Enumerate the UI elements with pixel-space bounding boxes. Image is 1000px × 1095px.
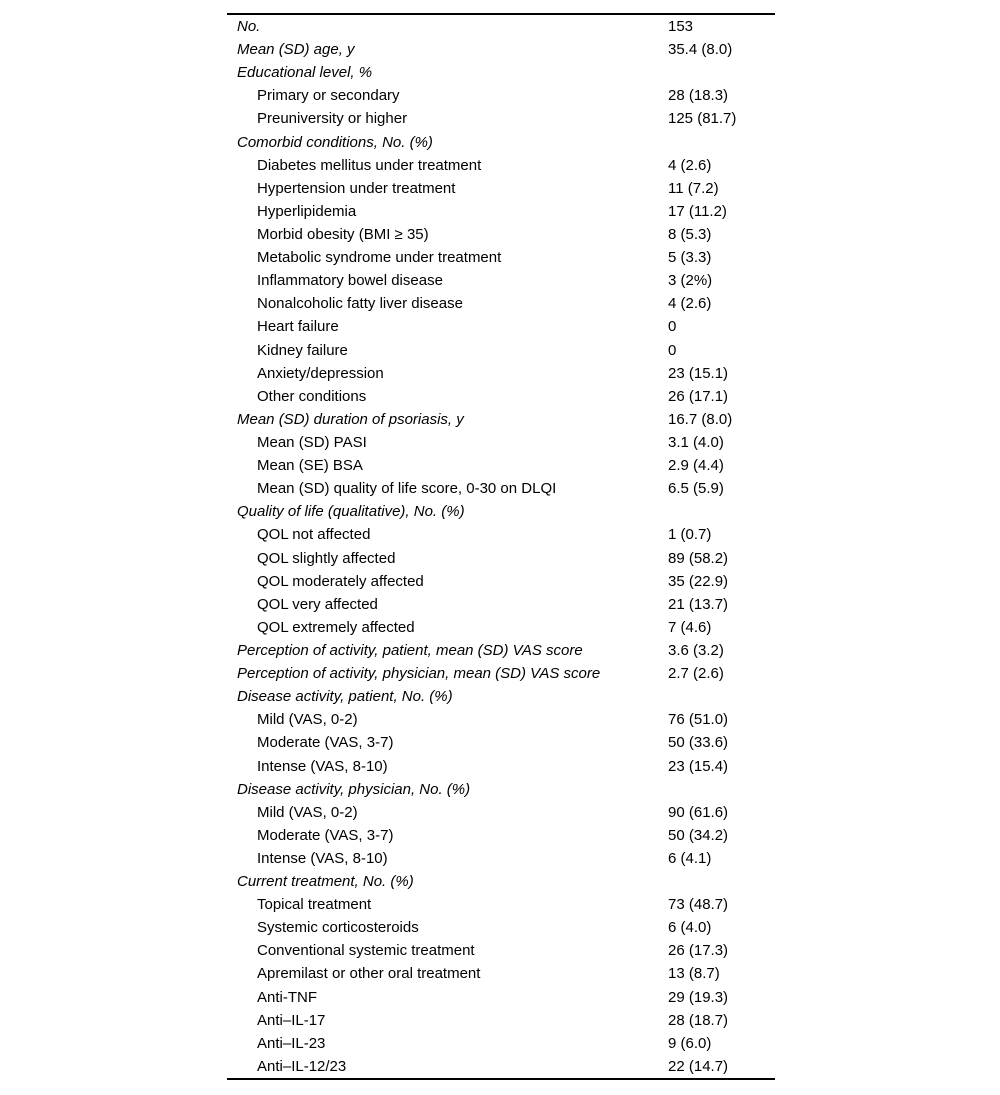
table-row xyxy=(227,939,775,962)
table-row xyxy=(227,962,775,985)
row-label: Anti-TNF xyxy=(257,988,317,1006)
patient-characteristics-table xyxy=(227,13,775,1080)
row-value: 50 (33.6) xyxy=(668,734,729,752)
row-label: Moderate (VAS, 3-7) xyxy=(257,826,394,844)
table-row xyxy=(227,523,775,546)
row-label: Perception of activity, physician, mean (SD) VAS score xyxy=(237,665,601,683)
table-row xyxy=(227,731,775,754)
row-value: 5 (3.3) xyxy=(668,249,712,267)
table-row xyxy=(227,292,775,315)
row-label: QOL not affected xyxy=(257,526,371,544)
row-label: Disease activity, physician, No. (%) xyxy=(237,780,471,798)
table-row xyxy=(227,639,775,662)
row-value: 1 (0.7) xyxy=(668,526,712,544)
table-row xyxy=(227,431,775,454)
table-row xyxy=(227,385,775,408)
row-label: Conventional systemic treatment xyxy=(257,942,475,960)
row-value: 6.5 (5.9) xyxy=(668,480,724,498)
table-row xyxy=(227,1032,775,1055)
row-value: 35.4 (8.0) xyxy=(668,41,733,59)
row-label: Mean (SD) quality of life score, 0-30 on DLQI xyxy=(257,480,557,498)
row-label: Hypertension under treatment xyxy=(257,179,456,197)
table-row xyxy=(227,801,775,824)
table-row xyxy=(227,408,775,431)
table-row xyxy=(227,847,775,870)
row-label: Systemic corticosteroids xyxy=(257,919,419,937)
table-row xyxy=(227,61,775,84)
row-label: Mean (SD) age, y xyxy=(237,41,355,59)
table-row xyxy=(227,616,775,639)
row-label: Intense (VAS, 8-10) xyxy=(257,849,388,867)
row-value: 26 (17.3) xyxy=(668,942,729,960)
row-value: 23 (15.4) xyxy=(668,757,729,775)
row-value: 23 (15.1) xyxy=(668,364,729,382)
row-label: Mild (VAS, 0-2) xyxy=(257,711,358,729)
row-value: 21 (13.7) xyxy=(668,595,729,613)
table-row xyxy=(227,107,775,130)
row-label: Metabolic syndrome under treatment xyxy=(257,249,502,267)
row-label: Topical treatment xyxy=(257,896,372,914)
row-label: Anti–IL-17 xyxy=(257,1011,326,1029)
table-row xyxy=(227,755,775,778)
row-value: 76 (51.0) xyxy=(668,711,729,729)
row-label: QOL moderately affected xyxy=(257,572,424,590)
row-value: 153 xyxy=(668,18,694,35)
row-label: Quality of life (qualitative), No. (%) xyxy=(237,503,465,521)
row-label: Nonalcoholic fatty liver disease xyxy=(257,295,463,313)
row-value: 0 xyxy=(668,341,677,359)
row-value: 90 (61.6) xyxy=(668,803,729,821)
row-label: Mild (VAS, 0-2) xyxy=(257,803,358,821)
row-label: Intense (VAS, 8-10) xyxy=(257,757,388,775)
table-row xyxy=(227,177,775,200)
row-label: Anxiety/depression xyxy=(257,364,384,382)
table-row xyxy=(227,15,775,38)
row-value: 50 (34.2) xyxy=(668,826,729,844)
row-value: 22 (14.7) xyxy=(668,1057,729,1075)
table-row xyxy=(227,315,775,338)
table-row xyxy=(227,824,775,847)
table-row xyxy=(227,131,775,154)
row-value: 3 (2%) xyxy=(668,272,713,290)
row-label: Anti–IL-12/23 xyxy=(257,1057,347,1075)
table-row xyxy=(227,454,775,477)
row-value: 28 (18.7) xyxy=(668,1011,729,1029)
row-label: Moderate (VAS, 3-7) xyxy=(257,734,394,752)
row-value: 6 (4.0) xyxy=(668,919,712,937)
row-label: QOL extremely affected xyxy=(257,618,415,636)
row-label: Mean (SD) duration of psoriasis, y xyxy=(237,410,464,428)
row-label: No. xyxy=(237,18,261,35)
row-label: Other conditions xyxy=(257,387,367,405)
row-value: 3.1 (4.0) xyxy=(668,433,724,451)
row-value: 35 (22.9) xyxy=(668,572,729,590)
row-value: 125 (81.7) xyxy=(668,110,737,128)
row-value: 0 xyxy=(668,318,677,336)
row-value: 8 (5.3) xyxy=(668,225,712,243)
table-body xyxy=(227,15,775,1078)
row-label: Heart failure xyxy=(257,318,339,336)
table-row xyxy=(227,269,775,292)
row-label: Current treatment, No. (%) xyxy=(237,873,414,891)
row-label: Mean (SE) BSA xyxy=(257,457,363,475)
table-row xyxy=(227,685,775,708)
table-row xyxy=(227,500,775,523)
row-label: Morbid obesity (BMI ≥ 35) xyxy=(257,225,429,243)
row-label: QOL very affected xyxy=(257,595,378,613)
row-value: 11 (7.2) xyxy=(668,179,719,197)
row-value: 2.9 (4.4) xyxy=(668,457,724,475)
table-row xyxy=(227,870,775,893)
table-row xyxy=(227,662,775,685)
row-value: 29 (19.3) xyxy=(668,988,729,1006)
table-row xyxy=(227,84,775,107)
table-row xyxy=(227,1055,775,1078)
row-value: 2.7 (2.6) xyxy=(668,665,724,683)
row-label: Educational level, % xyxy=(237,64,373,82)
row-label: Hyperlipidemia xyxy=(257,202,357,220)
row-value: 6 (4.1) xyxy=(668,849,712,867)
row-label: Diabetes mellitus under treatment xyxy=(257,156,482,174)
row-value: 4 (2.6) xyxy=(668,295,712,313)
table-row xyxy=(227,154,775,177)
table-row xyxy=(227,477,775,500)
row-value: 26 (17.1) xyxy=(668,387,729,405)
table-row xyxy=(227,1009,775,1032)
row-label: Primary or secondary xyxy=(257,87,400,105)
row-value: 7 (4.6) xyxy=(668,618,712,636)
table-row xyxy=(227,708,775,731)
row-value: 9 (6.0) xyxy=(668,1034,712,1052)
table-row xyxy=(227,246,775,269)
row-label: Disease activity, patient, No. (%) xyxy=(237,688,453,706)
table-row xyxy=(227,362,775,385)
row-label: Anti–IL-23 xyxy=(257,1034,326,1052)
table-row xyxy=(227,339,775,362)
table-row xyxy=(227,778,775,801)
table-row xyxy=(227,38,775,61)
row-label: Mean (SD) PASI xyxy=(257,433,367,451)
row-value: 3.6 (3.2) xyxy=(668,641,724,659)
table-row xyxy=(227,547,775,570)
row-value: 28 (18.3) xyxy=(668,87,729,105)
row-label: Kidney failure xyxy=(257,341,348,359)
row-label: Perception of activity, patient, mean (SD) VAS score xyxy=(237,641,583,659)
table-row xyxy=(227,570,775,593)
row-label: Inflammatory bowel disease xyxy=(257,272,443,290)
table-row xyxy=(227,200,775,223)
row-label: Apremilast or other oral treatment xyxy=(257,965,481,983)
row-label: QOL slightly affected xyxy=(257,549,396,567)
table-row xyxy=(227,593,775,616)
table-row xyxy=(227,893,775,916)
row-value: 89 (58.2) xyxy=(668,549,729,567)
table-row xyxy=(227,916,775,939)
row-value: 16.7 (8.0) xyxy=(668,410,733,428)
row-label: Comorbid conditions, No. (%) xyxy=(237,133,433,151)
row-value: 73 (48.7) xyxy=(668,896,729,914)
row-value: 4 (2.6) xyxy=(668,156,712,174)
table-row xyxy=(227,223,775,246)
row-value: 17 (11.2) xyxy=(668,202,727,220)
table-row xyxy=(227,986,775,1009)
row-label: Preuniversity or higher xyxy=(257,110,408,128)
row-value: 13 (8.7) xyxy=(668,965,720,983)
